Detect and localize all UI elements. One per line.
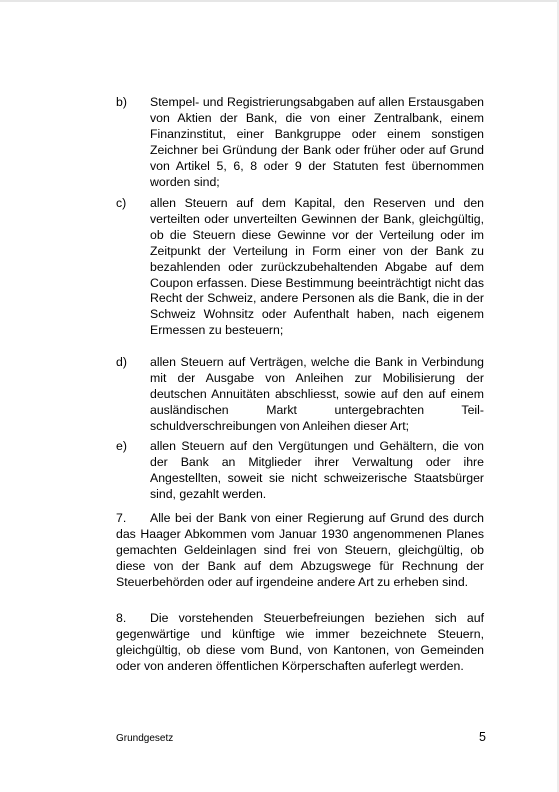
paragraph-number: 8.	[116, 611, 127, 625]
list-item-letter: c)	[116, 196, 127, 210]
list-item-text: Stempel- und Registrierungsabgaben auf allen Erstausgaben von Aktien der Bank, die von einer Zentralbank, einem Finanzinstitut, einer Bankgruppe oder einem sonstigen Zeichner bei Gründung der Bank oder früher oder auf Grund von Artikel 5, 6, 8 oder 9 der Statuten fest übernommen worden sind;	[150, 95, 484, 189]
list-item-letter: e)	[116, 439, 127, 453]
list-item-letter: b)	[116, 95, 127, 109]
paragraph-8	[116, 611, 484, 675]
list-item-b	[116, 95, 484, 190]
list-item-e	[116, 439, 484, 503]
footer-title: Grundgesetz	[116, 733, 174, 744]
list-item-d	[116, 355, 484, 435]
paragraph-number: 7.	[116, 511, 127, 525]
paragraph-7	[116, 511, 484, 591]
list-item-c	[116, 196, 484, 339]
paragraph-text: Die vorstehenden Steuerbefreiungen beziehen sich auf gegenwärtige und künftige wie immer bezeichnete Steuern, gleichgültig, ob diese vom Bund, von Kantonen, von Gemeinden oder von anderen öffentlichen Körperschaften auferlegt werden.	[116, 611, 484, 673]
list-item-text: allen Steuern auf dem Kapital, den Reserven und den verteilten oder unverteilten Gewinnen der Bank, gleichgültig, ob die Steuern diese Gewinne vor der Verteilung oder im Zeitpunkt der Verteilung in Form einer von der Bank zu bezahlenden oder zurückzubehaltenden Abgabe auf dem Coupon erfassen. Diese Bestimmung beeinträchtigt nicht das Recht der Schweiz, andere Personen als die Bank, die in der Schweiz Wohnsitz oder Aufenthalt haben, nach eigenem Ermessen zu besteuern;	[150, 196, 484, 338]
list-item-text: allen Steuern auf den Vergütungen und Gehältern, die von der Bank an Mitglieder ihrer Verwaltung oder ihre Angestellten, soweit sie nicht schweizerische Staatsbürger sind, gezahlt werden.	[150, 439, 484, 501]
page-edge-top	[0, 0, 559, 2]
list-item-letter: d)	[116, 355, 127, 369]
list-item-text: allen Steuern auf Verträgen, welche die Bank in Verbindung mit der Ausgabe von Anleihen zur Mobilisierung der deutschen Annuitäten abschliesst, sowie auf den auf einem ausländischen Markt untergebrachten Teilschuldverschreibungen von Anleihen dieser Art;	[150, 355, 484, 433]
paragraph-text: Alle bei der Bank von einer Regierung auf Grund des durch das Haager Abkommen vom Januar 1930 angenommenen Planes gemachten Geldeinlagen sind frei von Steuern, gleichgültig, ob diese von der Bank auf dem Abzugswege für Rechnung der Steuerbehörden oder auf irgendeine andere Art zu erheben sind.	[116, 511, 484, 589]
page-number: 5	[479, 730, 486, 744]
